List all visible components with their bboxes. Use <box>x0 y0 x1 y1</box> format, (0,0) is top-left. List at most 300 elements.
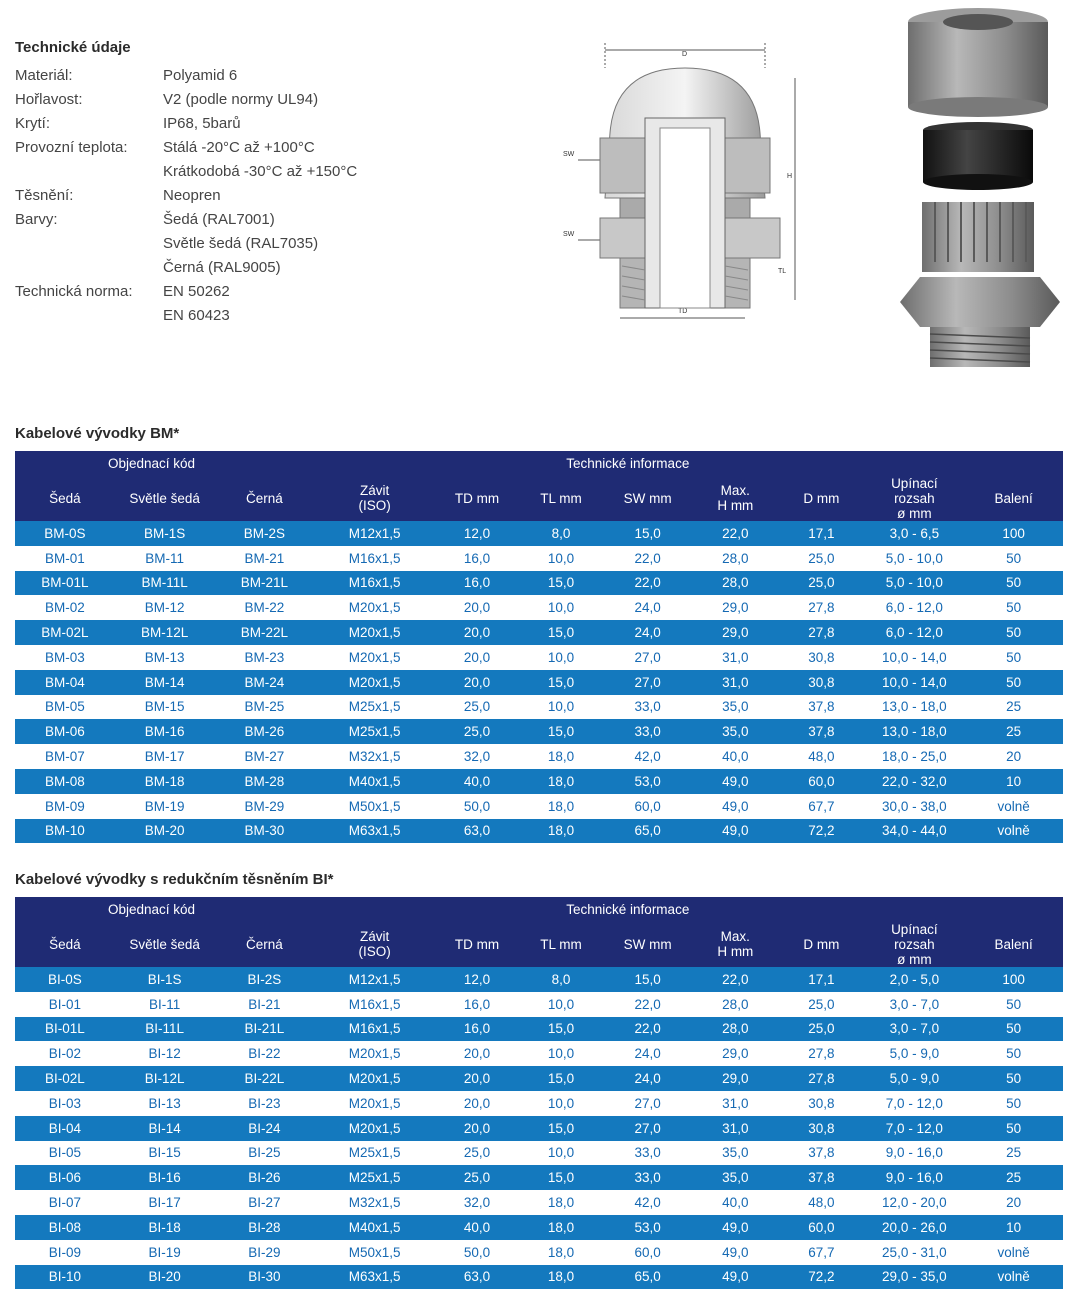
spec-value: Krátkodobá -30°C až +150°C <box>163 163 358 180</box>
column-header: Max. H mm <box>717 929 754 959</box>
table-cell: 49,0 <box>722 823 749 839</box>
table-cell: M12x1,5 <box>348 971 401 987</box>
table-cell: BM-28 <box>244 773 285 789</box>
table-cell: M16x1,5 <box>348 550 401 566</box>
column-header: TL mm <box>540 936 582 952</box>
table-cell: 27,8 <box>808 625 835 641</box>
table-bi <box>15 897 1063 1289</box>
table-cell: BM-26 <box>244 724 285 740</box>
table-cell: 22,0 <box>634 575 661 591</box>
table-cell: BI-09 <box>48 1244 82 1260</box>
table-row <box>15 620 1063 645</box>
column-header: Černá <box>245 490 283 506</box>
table-cell: 15,0 <box>634 525 661 541</box>
table-row <box>15 571 1063 596</box>
table-cell: BM-22L <box>240 625 289 641</box>
table-cell: BI-11L <box>145 1021 185 1037</box>
table-cell: 5,0 - 10,0 <box>885 550 943 566</box>
table-cell: 2,0 - 5,0 <box>889 971 940 987</box>
column-header: Světle šedá <box>129 936 200 952</box>
table-cell: 12,0 <box>463 971 491 987</box>
table-cell: 12,0 <box>463 525 491 541</box>
spec-value: Stálá -20°C až +100°C <box>163 139 315 156</box>
table-cell: 48,0 <box>808 1195 835 1211</box>
spec-value: Světle šedá (RAL7035) <box>163 235 319 252</box>
table-cell: 35,0 <box>722 699 749 715</box>
table-cell: 40,0 <box>722 749 749 765</box>
table-cell: 25 <box>1006 724 1022 740</box>
table-cell: BI-03 <box>48 1095 82 1111</box>
table-row <box>15 1041 1063 1066</box>
spec-value: IP68, 5barů <box>163 115 241 132</box>
table-cell: BI-11 <box>148 996 181 1012</box>
table-cell: 15,0 <box>547 1071 575 1087</box>
table-cell: BM-14 <box>144 674 185 690</box>
table-cell: BI-05 <box>48 1145 82 1161</box>
column-header: Šedá <box>49 936 81 952</box>
column-header: D mm <box>803 936 840 952</box>
table-row <box>15 744 1063 769</box>
table-cell: BI-07 <box>48 1195 82 1211</box>
table-cell: 42,0 <box>634 1195 661 1211</box>
table-cell: 29,0 <box>722 600 749 616</box>
table-cell: 25 <box>1006 699 1022 715</box>
table-cell: M25x1,5 <box>348 699 401 715</box>
table-cell: BI-27 <box>248 1195 281 1211</box>
table-cell: M50x1,5 <box>348 798 401 814</box>
table-cell: 25,0 - 31,0 <box>882 1244 947 1260</box>
table-cell: 27,0 <box>634 1095 661 1111</box>
table-cell: BI-19 <box>148 1244 181 1260</box>
table-cell: 50,0 <box>463 798 491 814</box>
table-cell: 5,0 - 9,0 <box>889 1046 940 1062</box>
table-cell: 50 <box>1006 1120 1022 1136</box>
table-cell: 18,0 <box>547 1269 575 1285</box>
table-cell: BI-16 <box>148 1170 181 1186</box>
table-cell: 50 <box>1006 550 1022 566</box>
spec-row <box>15 64 435 88</box>
table-cell: 16,0 <box>463 550 491 566</box>
table-cell: 18,0 <box>547 798 575 814</box>
spec-key: Těsnění: <box>15 187 74 204</box>
table-row <box>15 1091 1063 1116</box>
table-row <box>15 967 1063 992</box>
group-tech-info: Technické informace <box>566 455 690 471</box>
dim-d-label: D <box>682 51 688 58</box>
table-cell: 50 <box>1006 1071 1022 1087</box>
column-header: Balení <box>994 936 1033 952</box>
table-cell: 20,0 <box>463 1120 491 1136</box>
table-cell: BM-1S <box>143 525 186 541</box>
table-cell: BI-02 <box>48 1046 82 1062</box>
table-cell: BM-29 <box>244 798 285 814</box>
table-cell: 16,0 <box>463 575 491 591</box>
group-order-code: Objednací kód <box>108 901 196 917</box>
spec-value: EN 60423 <box>163 307 230 324</box>
table-cell: BM-12 <box>144 600 185 616</box>
table-cell: BM-22 <box>244 600 285 616</box>
table-column-header <box>15 921 1063 967</box>
table-cell: 13,0 - 18,0 <box>882 699 947 715</box>
table-row <box>15 1116 1063 1141</box>
dim-h-label: H <box>787 173 793 180</box>
table-row <box>15 794 1063 819</box>
table-cell: 20,0 - 26,0 <box>882 1219 947 1235</box>
table-cell: BM-21 <box>244 550 285 566</box>
column-header: Závit (ISO) <box>358 483 391 513</box>
table-cell: 15,0 <box>547 674 575 690</box>
table-cell: BI-08 <box>48 1219 82 1235</box>
table-cell: 50 <box>1006 1095 1022 1111</box>
table-row <box>15 546 1063 571</box>
table-cell: volně <box>997 798 1030 814</box>
table-cell: 22,0 - 32,0 <box>882 773 947 789</box>
table-cell: 17,1 <box>808 971 835 987</box>
table-cell: BM-17 <box>144 749 185 765</box>
table-cell: 13,0 - 18,0 <box>882 724 947 740</box>
table-cell: BI-20 <box>148 1269 181 1285</box>
table-cell: 48,0 <box>808 749 835 765</box>
table-cell: 50 <box>1006 1046 1022 1062</box>
table-cell: 50 <box>1006 600 1022 616</box>
table-cell: 50,0 <box>463 1244 491 1260</box>
table-cell: 25 <box>1006 1170 1022 1186</box>
column-header: Upínací rozsah ø mm <box>891 921 938 967</box>
table-cell: 15,0 <box>547 625 575 641</box>
table-cell: BM-23 <box>244 649 285 665</box>
table-cell: volně <box>997 1244 1030 1260</box>
spec-values <box>163 280 230 328</box>
table-cell: M20x1,5 <box>348 1071 401 1087</box>
table-cell: volně <box>997 1269 1030 1285</box>
table-cell: 20,0 <box>463 649 491 665</box>
table-cell: 22,0 <box>634 550 661 566</box>
table-cell: 27,8 <box>808 1046 835 1062</box>
table-cell: BM-0S <box>44 525 86 541</box>
table-cell: 10,0 - 14,0 <box>882 674 947 690</box>
table-cell: BM-27 <box>244 749 285 765</box>
table-bi-title: Kabelové vývodky s redukčním těsněním BI* <box>15 871 334 888</box>
table-row <box>15 1215 1063 1240</box>
table-cell: BM-16 <box>144 724 185 740</box>
table-cell: 6,0 - 12,0 <box>885 625 943 641</box>
table-cell: 100 <box>1002 971 1025 987</box>
table-cell: 10,0 <box>547 699 575 715</box>
table-cell: 60,0 <box>808 773 835 789</box>
table-cell: BI-26 <box>248 1170 281 1186</box>
dim-tl-label: TL <box>778 268 787 275</box>
table-cell: BM-12L <box>140 625 189 641</box>
column-header: TL mm <box>540 490 582 506</box>
column-header: SW mm <box>623 936 672 952</box>
table-row <box>15 769 1063 794</box>
column-header: Upínací rozsah ø mm <box>891 475 938 521</box>
spec-value: Šedá (RAL7001) <box>163 211 275 228</box>
table-cell: BI-21L <box>244 1021 285 1037</box>
table-cell: 20,0 <box>463 1046 491 1062</box>
table-cell: 22,0 <box>634 996 661 1012</box>
table-cell: 15,0 <box>547 1021 575 1037</box>
table-cell: 27,0 <box>634 649 661 665</box>
table-cell: 37,8 <box>808 699 835 715</box>
table-cell: 3,0 - 7,0 <box>889 1021 940 1037</box>
table-cell: 10 <box>1006 1219 1022 1235</box>
table-cell: BI-02L <box>44 1071 85 1087</box>
table-cell: 9,0 - 16,0 <box>885 1170 943 1186</box>
table-cell: 33,0 <box>634 1145 661 1161</box>
table-cell: 10,0 <box>547 649 575 665</box>
spec-row <box>15 280 435 328</box>
column-header: Šedá <box>49 490 81 506</box>
dim-sw-cap-label: SW <box>563 151 575 158</box>
table-cell: BM-15 <box>144 699 185 715</box>
table-cell: 20 <box>1006 749 1022 765</box>
table-cell: M20x1,5 <box>348 1095 401 1111</box>
table-cell: 53,0 <box>634 1219 661 1235</box>
table-cell: BM-02 <box>44 600 85 616</box>
table-row <box>15 719 1063 744</box>
table-cell: 49,0 <box>722 798 749 814</box>
table-cell: 50 <box>1006 649 1022 665</box>
spec-key: Materiál: <box>15 67 73 84</box>
table-cell: 6,0 - 12,0 <box>885 600 943 616</box>
table-cell: BM-10 <box>44 823 85 839</box>
table-cell: 40,0 <box>463 1219 491 1235</box>
table-cell: 35,0 <box>722 724 749 740</box>
table-cell: BI-17 <box>148 1195 181 1211</box>
table-cell: 5,0 - 10,0 <box>885 575 943 591</box>
spec-key: Barvy: <box>15 211 58 228</box>
table-cell: 40,0 <box>463 773 491 789</box>
table-cell: BM-11L <box>141 575 188 591</box>
table-cell: 18,0 <box>547 823 575 839</box>
table-cell: M20x1,5 <box>348 649 401 665</box>
table-cell: 25,0 <box>463 724 491 740</box>
spec-value: EN 50262 <box>163 283 230 300</box>
table-cell: 10 <box>1006 773 1022 789</box>
table-cell: BM-06 <box>44 724 85 740</box>
spec-row <box>15 112 435 136</box>
table-cell: BI-14 <box>148 1120 181 1136</box>
table-cell: BM-24 <box>244 674 285 690</box>
table-cell: 25,0 <box>463 1145 491 1161</box>
table-cell: 24,0 <box>634 1046 661 1062</box>
table-cell: 16,0 <box>463 1021 491 1037</box>
table-cell: 5,0 - 9,0 <box>889 1071 940 1087</box>
spec-row <box>15 88 435 112</box>
table-cell: M25x1,5 <box>348 1170 401 1186</box>
table-cell: M20x1,5 <box>348 1120 401 1136</box>
table-cell: M40x1,5 <box>348 773 401 789</box>
table-cell: M16x1,5 <box>348 1021 401 1037</box>
column-header: Černá <box>245 936 283 952</box>
group-order-code: Objednací kód <box>108 455 196 471</box>
table-cell: BI-2S <box>247 971 282 987</box>
table-cell: M25x1,5 <box>348 1145 401 1161</box>
table-cell: 18,0 <box>547 749 575 765</box>
table-cell: 7,0 - 12,0 <box>885 1095 943 1111</box>
spec-key: Technická norma: <box>15 283 133 300</box>
column-header: SW mm <box>623 490 672 506</box>
table-cell: 24,0 <box>634 600 661 616</box>
group-tech-info: Technické informace <box>566 901 690 917</box>
table-cell: M50x1,5 <box>348 1244 401 1260</box>
table-cell: 30,8 <box>808 649 835 665</box>
table-cell: BI-12 <box>148 1046 181 1062</box>
table-cell: BM-07 <box>44 749 85 765</box>
table-cell: 7,0 - 12,0 <box>885 1120 943 1136</box>
table-cell: BI-01L <box>44 1021 85 1037</box>
table-row <box>15 595 1063 620</box>
table-cell: BI-22L <box>244 1071 285 1087</box>
table-cell: 20,0 <box>463 625 491 641</box>
table-cell: 25,0 <box>808 550 835 566</box>
table-cell: 12,0 - 20,0 <box>882 1195 947 1211</box>
column-header: TD mm <box>454 936 500 952</box>
table-cell: BM-09 <box>44 798 85 814</box>
table-cell: 31,0 <box>722 674 749 690</box>
table-cell: BM-20 <box>144 823 185 839</box>
spec-values <box>163 88 318 112</box>
table-cell: 30,0 - 38,0 <box>882 798 947 814</box>
table-cell: 60,0 <box>634 798 661 814</box>
table-cell: 25 <box>1006 1145 1022 1161</box>
table-cell: 9,0 - 16,0 <box>885 1145 943 1161</box>
table-cell: 24,0 <box>634 625 661 641</box>
table-cell: BI-22 <box>248 1046 281 1062</box>
column-header: Max. H mm <box>717 483 754 513</box>
table-cell: 72,2 <box>808 823 835 839</box>
table-cell: M25x1,5 <box>348 724 401 740</box>
table-cell: 27,0 <box>634 1120 661 1136</box>
table-cell: 29,0 <box>722 625 749 641</box>
table-cell: BM-08 <box>44 773 85 789</box>
column-header: Závit (ISO) <box>358 929 391 959</box>
table-cell: 18,0 <box>547 1219 575 1235</box>
spec-row <box>15 208 435 280</box>
spec-value: Polyamid 6 <box>163 67 238 84</box>
table-cell: 35,0 <box>722 1145 749 1161</box>
table-cell: BM-02L <box>41 625 89 641</box>
table-row <box>15 1265 1063 1290</box>
table-cell: M20x1,5 <box>348 600 401 616</box>
table-row <box>15 1165 1063 1190</box>
table-cell: 25,0 <box>808 1021 835 1037</box>
table-row <box>15 1141 1063 1166</box>
spec-values <box>163 184 221 208</box>
table-cell: 30,8 <box>808 1095 835 1111</box>
table-cell: 25,0 <box>808 575 835 591</box>
table-cell: 10,0 <box>547 1095 575 1111</box>
table-column-header <box>15 475 1063 521</box>
table-cell: BI-21 <box>248 996 281 1012</box>
table-cell: 31,0 <box>722 1095 749 1111</box>
table-cell: BM-19 <box>144 798 185 814</box>
table-cell: 29,0 <box>722 1046 749 1062</box>
table-cell: M63x1,5 <box>348 823 401 839</box>
table-cell: BI-10 <box>48 1269 82 1285</box>
table-cell: 33,0 <box>634 724 661 740</box>
table-cell: 17,1 <box>808 525 835 541</box>
table-cell: 37,8 <box>808 724 835 740</box>
table-cell: BM-03 <box>44 649 85 665</box>
table-cell: 10,0 <box>547 600 575 616</box>
table-cell: M20x1,5 <box>348 674 401 690</box>
table-cell: 27,8 <box>808 1071 835 1087</box>
table-cell: BM-05 <box>44 699 85 715</box>
table-cell: 60,0 <box>808 1219 835 1235</box>
table-row <box>15 1066 1063 1091</box>
table-cell: 40,0 <box>722 1195 749 1211</box>
spec-key: Hořlavost: <box>15 91 83 108</box>
table-cell: 15,0 <box>547 1170 575 1186</box>
table-cell: 31,0 <box>722 649 749 665</box>
table-cell: 33,0 <box>634 1170 661 1186</box>
table-cell: BI-06 <box>48 1170 82 1186</box>
table-cell: M12x1,5 <box>348 525 401 541</box>
table-cell: 53,0 <box>634 773 661 789</box>
table-bm <box>15 451 1063 843</box>
table-cell: 18,0 <box>547 1244 575 1260</box>
table-cell: M16x1,5 <box>348 996 401 1012</box>
table-cell: 65,0 <box>634 1269 661 1285</box>
column-header: TD mm <box>454 490 500 506</box>
table-cell: M63x1,5 <box>348 1269 401 1285</box>
table-cell: 25,0 <box>463 1170 491 1186</box>
table-cell: 22,0 <box>634 1021 661 1037</box>
table-cell: 10,0 <box>547 996 575 1012</box>
table-cell: 16,0 <box>463 996 491 1012</box>
cable-gland-exploded-photo <box>890 2 1070 397</box>
table-cell: BI-24 <box>248 1120 281 1136</box>
table-cell: BM-01L <box>41 575 89 591</box>
table-cell: 15,0 <box>547 575 575 591</box>
column-header: Světle šedá <box>129 490 200 506</box>
spec-values <box>163 64 237 88</box>
table-cell: 22,0 <box>722 525 749 541</box>
spec-row <box>15 184 435 208</box>
table-cell: BM-2S <box>243 525 286 541</box>
spec-value: Neopren <box>163 187 221 204</box>
table-cell: 49,0 <box>722 1244 749 1260</box>
table-cell: 3,0 - 6,5 <box>889 525 940 541</box>
table-cell: BM-25 <box>244 699 285 715</box>
table-cell: BI-1S <box>147 971 182 987</box>
table-cell: 33,0 <box>634 699 661 715</box>
table-cell: 15,0 <box>547 724 575 740</box>
table-row <box>15 819 1063 844</box>
table-cell: BM-30 <box>244 823 285 839</box>
table-cell: BM-21L <box>240 575 289 591</box>
table-cell: BI-29 <box>248 1244 281 1260</box>
table-cell: 34,0 - 44,0 <box>882 823 947 839</box>
table-cell: 29,0 <box>722 1071 749 1087</box>
table-row <box>15 1190 1063 1215</box>
spec-value: V2 (podle normy UL94) <box>163 91 319 108</box>
table-cell: BM-04 <box>44 674 85 690</box>
table-cell: 3,0 - 7,0 <box>889 996 940 1012</box>
table-cell: BI-04 <box>48 1120 82 1136</box>
table-cell: 49,0 <box>722 1219 749 1235</box>
table-cell: 49,0 <box>722 773 749 789</box>
table-cell: BI-0S <box>47 971 82 987</box>
table-cell: BI-23 <box>248 1095 281 1111</box>
spec-values <box>163 208 318 280</box>
table-cell: M20x1,5 <box>348 1046 401 1062</box>
table-cell: 50 <box>1006 575 1022 591</box>
table-cell: 67,7 <box>808 1244 835 1260</box>
table-cell: 60,0 <box>634 1244 661 1260</box>
